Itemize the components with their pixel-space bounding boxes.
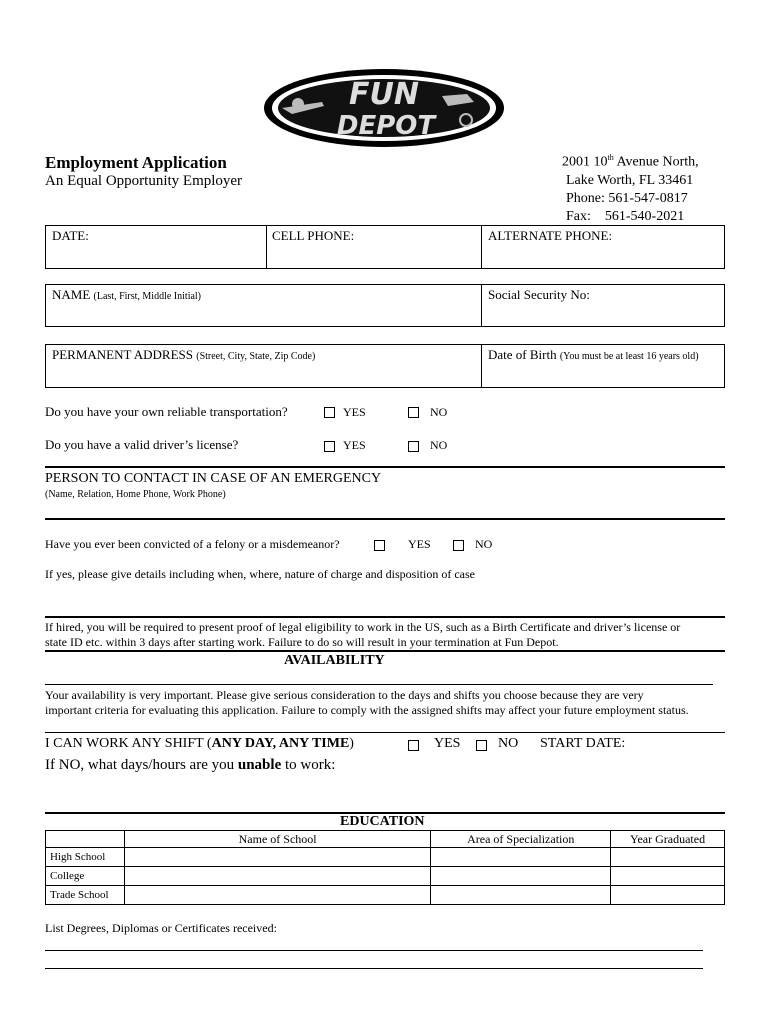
edu-specialization-cell[interactable] xyxy=(431,886,611,905)
name-hint: (Last, First, Middle Initial) xyxy=(93,291,202,302)
edu-header-blank xyxy=(46,831,125,848)
license-no-checkbox[interactable] xyxy=(408,441,419,452)
felony-question: Have you ever been convicted of a felony or a misdemeanor? xyxy=(45,537,340,551)
shift-text-b: ANY DAY, ANY TIME xyxy=(211,736,350,751)
dob-hint: (You must be at least 16 years old) xyxy=(559,351,699,362)
cell-phone-field[interactable]: CELL PHONE: xyxy=(272,228,355,243)
shift-text-a: I CAN WORK ANY SHIFT ( xyxy=(45,736,212,751)
availability-line2: important criteria for evaluating this application. Failure to comply with the assigned shifts may affect your future employment status. xyxy=(45,703,689,717)
shift-text-c: ) xyxy=(349,736,354,751)
addr-sup: th xyxy=(607,153,614,162)
edu-header-year: Year Graduated xyxy=(611,831,725,848)
legal-line2: state ID etc. within 3 days after starting work. Failure to do so will result in your termination at Fun Depot. xyxy=(45,635,559,649)
name-field[interactable] xyxy=(52,287,201,303)
edu-row-label: High School xyxy=(46,848,125,867)
name-label: NAME xyxy=(52,287,91,302)
dob-label: Date of Birth xyxy=(488,347,557,362)
edu-school-cell[interactable] xyxy=(124,848,430,867)
table-row xyxy=(46,886,725,905)
transport-yes-checkbox[interactable] xyxy=(324,407,335,418)
education-header-row xyxy=(46,831,725,848)
transport-no-label: NO xyxy=(430,405,448,419)
logo-line1: FUN xyxy=(349,77,419,112)
edu-header-specialization: Area of Specialization xyxy=(431,831,611,848)
address-label: PERMANENT ADDRESS xyxy=(52,347,193,362)
edu-row-label: College xyxy=(46,867,125,886)
transport-question: Do you have your own reliable transportation? xyxy=(45,404,288,419)
license-no-label: NO xyxy=(430,438,448,452)
emergency-title: PERSON TO CONTACT IN CASE OF AN EMERGENCY xyxy=(45,471,382,486)
shift-no-checkbox[interactable] xyxy=(476,740,487,751)
edu-header-school: Name of School xyxy=(124,831,430,848)
felony-yes-checkbox[interactable] xyxy=(374,540,385,551)
edu-year-cell[interactable] xyxy=(611,848,725,867)
felony-yes-label: YES xyxy=(408,537,431,551)
edu-specialization-cell[interactable] xyxy=(431,848,611,867)
shift-yes-label: YES xyxy=(434,736,461,751)
addr-num: 2001 10 xyxy=(562,154,608,170)
fax-line: Fax: 561-540-2021 xyxy=(566,209,685,224)
edu-school-cell[interactable] xyxy=(124,886,430,905)
logo-line2: DEPOT xyxy=(336,111,436,141)
felony-details: If yes, please give details including when, where, nature of charge and disposition of case xyxy=(45,567,475,581)
fun-depot-logo xyxy=(262,66,506,150)
city-line: Lake Worth, FL 33461 xyxy=(566,173,694,188)
degrees-label: List Degrees, Diplomas or Certificates received: xyxy=(45,921,277,935)
shift-yes-checkbox[interactable] xyxy=(408,740,419,751)
felony-no-label: NO xyxy=(475,537,493,551)
table-row xyxy=(46,867,725,886)
unable-text-c: to work: xyxy=(281,757,336,773)
education-table xyxy=(45,830,725,905)
form-subtitle: An Equal Opportunity Employer xyxy=(45,173,243,189)
table-row xyxy=(46,848,725,867)
transport-yes-label: YES xyxy=(343,405,366,419)
availability-title: AVAILABILITY xyxy=(284,653,385,668)
emergency-input-line[interactable] xyxy=(45,518,725,520)
education-title: EDUCATION xyxy=(340,814,425,829)
availability-line1: Your availability is very important. Please give serious consideration to the days and shifts you choose because they are very xyxy=(45,688,644,702)
legal-line1: If hired, you will be required to present proof of legal eligibility to work in the US, such as a Birth Certificate and driver’s license or xyxy=(45,620,681,634)
degrees-input-line-1[interactable] xyxy=(45,950,703,951)
degrees-input-line-2[interactable] xyxy=(45,968,703,969)
edu-year-cell[interactable] xyxy=(611,867,725,886)
start-date-field[interactable]: START DATE: xyxy=(540,736,626,751)
date-field[interactable]: DATE: xyxy=(52,228,89,243)
address-hint: (Street, City, State, Zip Code) xyxy=(196,351,316,362)
unable-text-a: If NO, what days/hours are you xyxy=(45,757,238,773)
edu-year-cell[interactable] xyxy=(611,886,725,905)
form-title: Employment Application xyxy=(45,153,227,172)
contact-row xyxy=(45,225,725,269)
felony-no-checkbox[interactable] xyxy=(453,540,464,551)
license-question: Do you have a valid driver’s license? xyxy=(45,437,239,452)
address-line xyxy=(562,153,699,171)
phone-line: Phone: 561-547-0817 xyxy=(566,191,688,206)
address-field[interactable] xyxy=(52,347,315,363)
edu-row-label: Trade School xyxy=(46,886,125,905)
emergency-hint: (Name, Relation, Home Phone, Work Phone) xyxy=(45,489,226,500)
unable-text-b: unable xyxy=(237,757,282,773)
dob-field[interactable] xyxy=(488,347,699,363)
ssn-field[interactable]: Social Security No: xyxy=(488,287,590,302)
unable-line xyxy=(45,757,335,774)
license-yes-label: YES xyxy=(343,438,366,452)
edu-specialization-cell[interactable] xyxy=(431,867,611,886)
shift-no-label: NO xyxy=(498,736,519,751)
edu-school-cell[interactable] xyxy=(124,867,430,886)
addr-rest: Avenue North, xyxy=(613,154,699,170)
any-shift-line xyxy=(45,736,354,752)
license-yes-checkbox[interactable] xyxy=(324,441,335,452)
alternate-phone-field[interactable]: ALTERNATE PHONE: xyxy=(488,228,613,243)
transport-no-checkbox[interactable] xyxy=(408,407,419,418)
